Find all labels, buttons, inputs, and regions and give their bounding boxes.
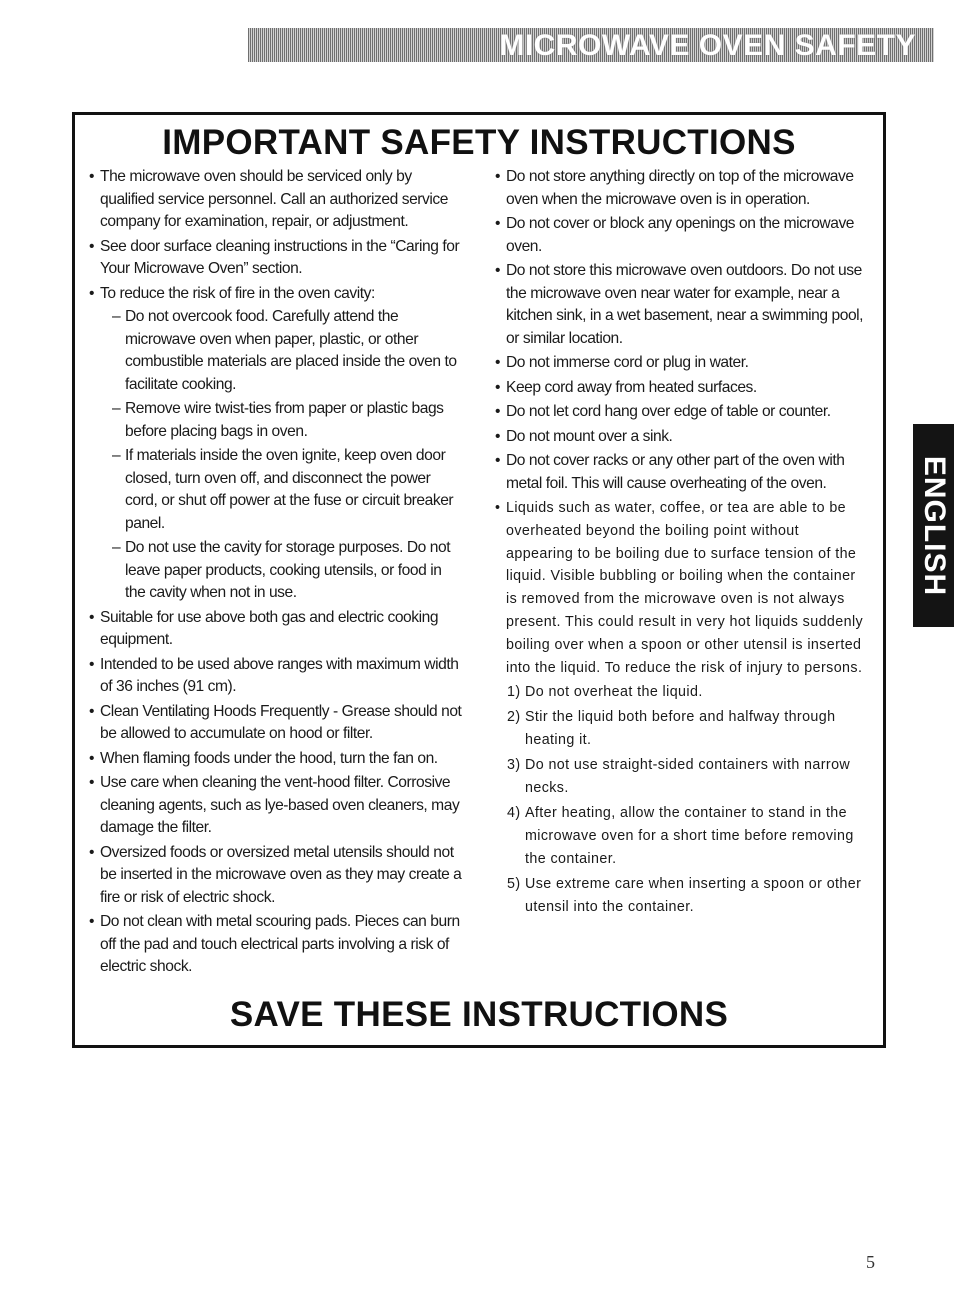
list-item: • See door surface cleaning instructions in the “Caring for Your Microwave Oven” section. (87, 236, 463, 281)
step-text: After heating, allow the container to stand in the microwave oven for a short time before removing the container. (525, 805, 854, 868)
list-item: • Do not store anything directly on top of the microwave oven when the microwave oven is in operation. (493, 166, 869, 211)
dash-marker: – (112, 400, 121, 417)
list-item: • Do not store this microwave oven outdoors. Do not use the microwave oven near water for example, near a kitchen sink, in a wet basement, near a swimming pool, or similar location. (493, 260, 869, 350)
list-item: • Do not cover or block any openings on the microwave oven. (493, 213, 869, 258)
step-number: 1) (507, 684, 521, 701)
section-banner (248, 28, 934, 62)
step-text: Do not use straight-sided containers with narrow necks. (525, 757, 851, 797)
sub-list-item-text: Remove wire twist-ties from paper or plastic bags before placing bags in oven. (125, 400, 444, 440)
left-bullet-list (87, 166, 463, 979)
dash-marker: – (112, 447, 121, 464)
list-item: • Use care when cleaning the vent-hood filter. Corrosive cleaning agents, such as lye-based oven cleaners, may damage the filter. (87, 772, 463, 840)
list-item: • Liquids such as water, coffee, or tea are able to be overheated beyond the boiling point without appearing to be boiling due to surface tension of the liquid. Visible bubbling or boiling when the container is removed from the microwave oven is not always present. This could result in very hot liquids suddenly boiling over when a spoon or other utensil is inserted into the liquid. To reduce the risk of injury to persons. (493, 497, 869, 679)
step-item (493, 681, 869, 704)
step-item (493, 706, 869, 752)
list-item: • Do not immerse cord or plug in water. (493, 352, 869, 375)
dash-marker: – (112, 308, 121, 325)
list-item-text: To reduce the risk of fire in the oven cavity: (100, 284, 375, 302)
language-side-tab (913, 424, 954, 627)
important-safety-heading: IMPORTANT SAFETY INSTRUCTIONS (162, 123, 796, 162)
safety-instructions-box (72, 112, 886, 1048)
dash-marker: – (112, 539, 121, 556)
page-number: 5 (866, 1252, 875, 1272)
sub-list-item (100, 537, 463, 605)
fire-risk-sublist (100, 306, 463, 605)
step-number: 5) (507, 876, 521, 893)
list-item: • Do not cover racks or any other part of the oven with metal foil. This will cause overheating of the oven. (493, 450, 869, 495)
step-item (493, 802, 869, 871)
step-text: Do not overheat the liquid. (525, 684, 703, 701)
step-text: Stir the liquid both before and halfway through heating it. (525, 709, 836, 749)
list-item (87, 283, 463, 605)
list-item: • The microwave oven should be serviced only by qualified service personnel. Call an authorized service company for examination, repair, or adjustment. (87, 166, 463, 234)
save-instructions-heading: SAVE THESE INSTRUCTIONS (229, 995, 729, 1034)
language-side-tab-label: ENGLISH (917, 455, 951, 596)
sub-list-item (100, 306, 463, 396)
list-item: • Intended to be used above ranges with maximum width of 36 inches (91 cm). (87, 654, 463, 699)
sub-list-item (100, 445, 463, 535)
list-item: • Do not let cord hang over edge of table or counter. (493, 401, 869, 424)
step-number: 2) (507, 709, 521, 726)
list-item: • Suitable for use above both gas and electric cooking equipment. (87, 607, 463, 652)
step-number: 3) (507, 757, 521, 774)
list-item: • Clean Ventilating Hoods Frequently - Grease should not be allowed to accumulate on hood or filter. (87, 701, 463, 746)
step-item (493, 754, 869, 800)
sub-list-item-text: Do not use the cavity for storage purposes. Do not leave paper products, cooking utensils, or food in the cavity when not in use. (125, 539, 451, 601)
step-item (493, 873, 869, 919)
list-item: • Do not mount over a sink. (493, 426, 869, 449)
section-banner-title: MICROWAVE OVEN SAFETY (499, 29, 916, 62)
step-number: 4) (507, 805, 521, 822)
sub-list-item (100, 398, 463, 443)
list-item: • Oversized foods or oversized metal utensils should not be inserted in the microwave oven as they may create a fire or risk of electric shock. (87, 842, 463, 910)
sub-list-item-text: If materials inside the oven ignite, keep oven door closed, turn oven off, and disconnect the power cord, or shut off power at the fuse or circuit breaker panel. (125, 447, 454, 532)
liquid-safety-steps (493, 681, 869, 919)
right-bullet-list (493, 166, 869, 679)
step-text: Use extreme care when inserting a spoon or other utensil into the container. (525, 876, 862, 916)
right-column (493, 166, 869, 921)
left-column (87, 166, 463, 981)
list-item: • When flaming foods under the hood, turn the fan on. (87, 748, 463, 771)
list-item: • Do not clean with metal scouring pads. Pieces can burn off the pad and touch electrical parts involving a risk of electric shock. (87, 911, 463, 979)
list-item: • Keep cord away from heated surfaces. (493, 377, 869, 400)
sub-list-item-text: Do not overcook food. Carefully attend the microwave oven when paper, plastic, or other combustible materials are placed inside the oven to facilitate cooking. (125, 308, 457, 393)
